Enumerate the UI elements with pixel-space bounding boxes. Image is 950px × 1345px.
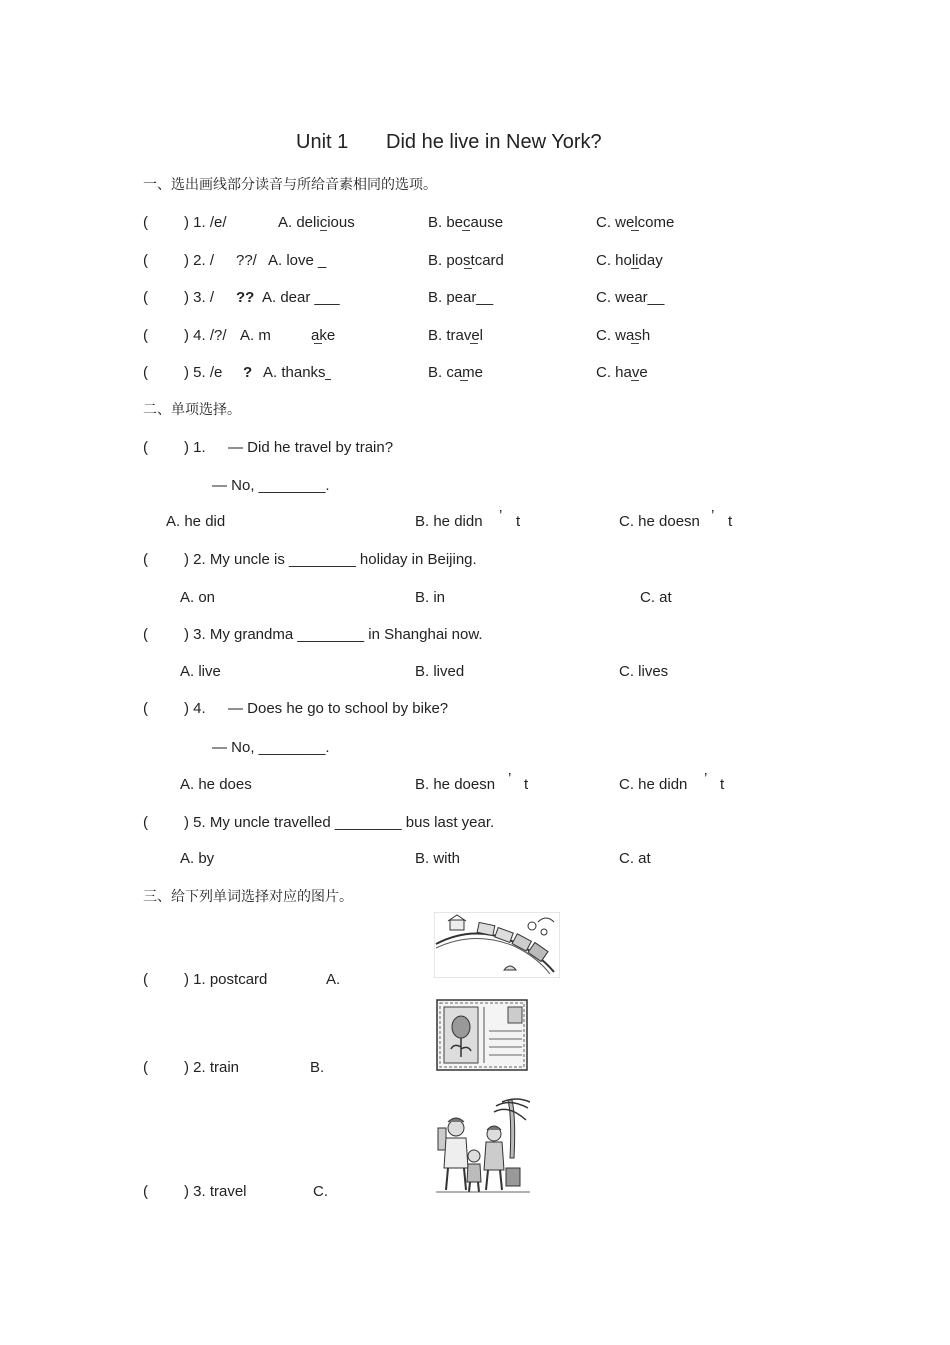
answer-paren[interactable]: (: [143, 214, 148, 231]
option-b: B. pear__: [428, 289, 494, 306]
option-a: A. m: [240, 327, 271, 344]
phoneme-symbol: ?: [243, 364, 253, 381]
answer-paren[interactable]: (: [143, 551, 148, 568]
phoneme-symbol: ??/: [236, 252, 257, 269]
option-a: A. live: [180, 663, 221, 680]
option-b: B. he doesn: [415, 776, 496, 793]
match-word: ) 3. travel: [184, 1183, 247, 1200]
option-c: C. wear__: [596, 289, 665, 306]
option-b: B. lived: [415, 663, 465, 680]
answer-paren[interactable]: (: [143, 252, 148, 269]
postcard-illustration: [436, 999, 528, 1071]
option-c: C. he didn: [619, 776, 688, 793]
option-b: B. in: [415, 589, 446, 606]
question-text: ) 5. My uncle travelled ________ bus last year.: [184, 814, 495, 831]
option-a: A. love _: [268, 252, 327, 269]
underline-mark: [464, 268, 472, 269]
picture-letter: C.: [313, 1183, 328, 1200]
travel-family-illustration: [436, 1098, 530, 1194]
answer-paren[interactable]: (: [143, 700, 148, 717]
item-number: ) 4. /?/: [184, 327, 227, 344]
option-c: C. lives: [619, 663, 669, 680]
answer-paren[interactable]: (: [143, 626, 148, 643]
option-c-end: t: [728, 513, 733, 530]
underline-mark: [470, 343, 478, 344]
option-b-end: t: [516, 513, 521, 530]
answer-line: — No, ________.: [212, 477, 330, 494]
underline-mark: [631, 380, 639, 381]
option-a: A. on: [180, 589, 216, 606]
apostrophe: ’: [711, 507, 715, 524]
phoneme-symbol: ??: [236, 289, 255, 306]
underline-mark: [631, 230, 639, 231]
answer-paren[interactable]: (: [143, 289, 148, 306]
option-c: C. welcome: [596, 214, 675, 231]
page-title: Did he live in New York?: [386, 131, 602, 153]
section3-heading: 三、给下列单词选择对应的图片。: [143, 889, 353, 905]
option-a: A. delicious: [278, 214, 355, 231]
question-text: — Did he travel by train?: [228, 439, 394, 456]
answer-line: — No, ________.: [212, 739, 330, 756]
apostrophe: ’: [499, 507, 503, 524]
option-b: B. travel: [428, 327, 484, 344]
underline-mark: [631, 268, 639, 269]
option-c: C. have: [596, 364, 648, 381]
item-number: ) 1. /e/: [184, 214, 227, 231]
option-c: C. wash: [596, 327, 651, 344]
option-a: A. he does: [180, 776, 252, 793]
option-b: B. because: [428, 214, 504, 231]
picture-letter: B.: [310, 1059, 325, 1076]
answer-paren[interactable]: (: [143, 814, 148, 831]
answer-paren[interactable]: (: [143, 327, 148, 344]
option-b: B. came: [428, 364, 484, 381]
answer-paren[interactable]: (: [143, 1183, 148, 1200]
picture-letter: A.: [326, 971, 341, 988]
question-number: ) 1.: [184, 439, 206, 456]
answer-paren[interactable]: (: [143, 364, 148, 381]
option-b-end: t: [524, 776, 529, 793]
train-illustration: [434, 912, 560, 978]
option-b: B. postcard: [428, 252, 504, 269]
item-number: ) 5. /e: [184, 364, 223, 381]
apostrophe: ’: [704, 770, 708, 787]
option-c: C. at: [640, 589, 672, 606]
option-c-end: t: [720, 776, 725, 793]
underline-mark: [325, 364, 331, 380]
underline-mark: [320, 230, 327, 231]
underline-mark: [631, 343, 639, 344]
item-number: ) 3. /: [184, 289, 215, 306]
apostrophe: ’: [508, 770, 512, 787]
underline-mark: [314, 343, 322, 344]
match-word: ) 1. postcard: [184, 971, 268, 988]
section2-heading: 二、单项选择。: [143, 402, 241, 418]
option-a: A. he did: [166, 513, 226, 530]
option-c: C. at: [619, 850, 651, 867]
answer-paren[interactable]: (: [143, 1059, 148, 1076]
option-a: A. dear ___: [262, 289, 340, 306]
answer-paren[interactable]: (: [143, 439, 148, 456]
answer-paren[interactable]: (: [143, 971, 148, 988]
section1-heading: 一、选出画线部分读音与所给音素相同的选项。: [143, 177, 437, 193]
underline-mark: [462, 230, 470, 231]
question-text: ) 2. My uncle is ________ holiday in Beijing.: [184, 551, 477, 568]
option-b: B. he didn: [415, 513, 483, 530]
item-number: ) 2. /: [184, 252, 215, 269]
option-a: A. thanks: [263, 364, 326, 381]
match-word: ) 2. train: [184, 1059, 240, 1076]
option-a-rest: ake: [311, 327, 336, 344]
underline-mark: [460, 380, 468, 381]
unit-label: Unit 1: [296, 131, 349, 153]
option-c: C. holiday: [596, 252, 663, 269]
option-b: B. with: [415, 850, 461, 867]
question-text: ) 3. My grandma ________ in Shanghai now.: [184, 626, 483, 643]
question-number: ) 4.: [184, 700, 206, 717]
option-c: C. he doesn: [619, 513, 700, 530]
option-a: A. by: [180, 850, 215, 867]
question-text: — Does he go to school by bike?: [228, 700, 449, 717]
